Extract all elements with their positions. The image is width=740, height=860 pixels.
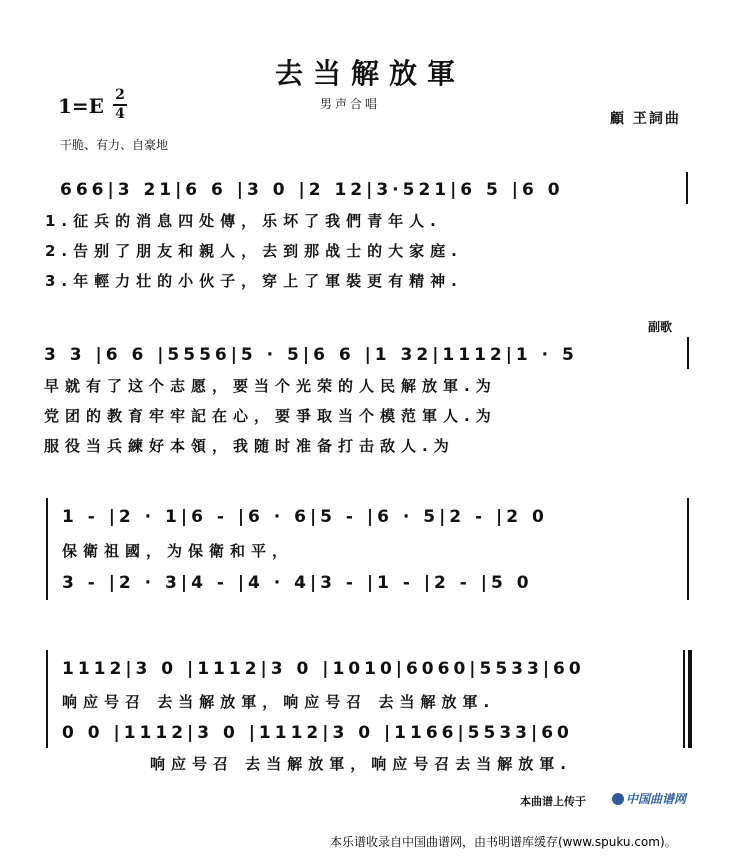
row4-lower-lyrics: 响应号召 去当解放軍，响应号召去当解放軍. — [150, 755, 572, 773]
row2-lyric-verse1: 早就有了这个志愿，要当个光荣的人民解放軍.为 — [44, 377, 497, 395]
row2-lyric-verse2: 党团的教育牢牢記在心，要爭取当个模范軍人.为 — [44, 407, 497, 425]
row2-lyric-verse3: 服役当兵練好本領，我随时准备打击敌人.为 — [44, 437, 455, 455]
row1-lyric-verse1: 1.征兵的消息四处傳，乐坏了我們青年人. — [45, 212, 442, 230]
key-signature: 1=E — [58, 94, 104, 118]
row2-notes: 3 3 |6 6 |5556|5 · 5|6 6 |1 32|1112|1 · 5 — [44, 345, 578, 365]
site-logo-text: 中国曲谱网 — [626, 792, 687, 806]
row1-lyric-verse2: 2.告别了朋友和親人，去到那战士的大家庭. — [45, 242, 463, 260]
row4-upper-lyrics: 响应号召 去当解放軍，响应号召 去当解放軍. — [62, 693, 496, 711]
song-subtitle: 男声合唱 — [320, 97, 381, 111]
row3-upper-notes: 1 - |2 · 1|6 - |6 · 6|5 - |6 · 5|2 - |2 0 — [62, 507, 548, 527]
row1-notes: 666|3 21|6 6 |3 0 |2 12|3·521|6 5 |6 0 — [60, 180, 564, 200]
row4-upper-notes: 1112|3 0 |1112|3 0 |1010|6060|5533|60 — [62, 659, 585, 679]
source-note: 本乐谱收录自中国曲谱网，由书明谱库缓存(www.spuku.com)。 — [330, 835, 677, 849]
row4-lower-notes: 0 0 |1112|3 0 |1112|3 0 |1166|5533|60 — [62, 723, 573, 743]
site-logo — [612, 790, 686, 807]
tempo-marking: 干脆、有力、自豪地 — [60, 138, 169, 152]
time-signature-top: 2 — [115, 87, 125, 103]
row3-upper-lyrics: 保衛祖國，为保衛和平， — [62, 542, 294, 560]
disc-icon — [612, 793, 624, 805]
refrain-mark: 副歌 — [648, 320, 673, 334]
row1-lyric-verse3: 3.年輕力壮的小伙子，穿上了軍裝更有精神. — [45, 272, 463, 290]
song-title: 去当解放軍 — [274, 57, 465, 90]
upload-note: 本曲谱上传于 — [520, 795, 586, 808]
time-signature-bottom: 4 — [115, 106, 125, 122]
row3-lower-notes: 3 - |2 · 3|4 - |4 · 4|3 - |1 - |2 - |5 0 — [62, 573, 533, 593]
composer-credit: 顧 玊詞曲 — [610, 111, 681, 127]
